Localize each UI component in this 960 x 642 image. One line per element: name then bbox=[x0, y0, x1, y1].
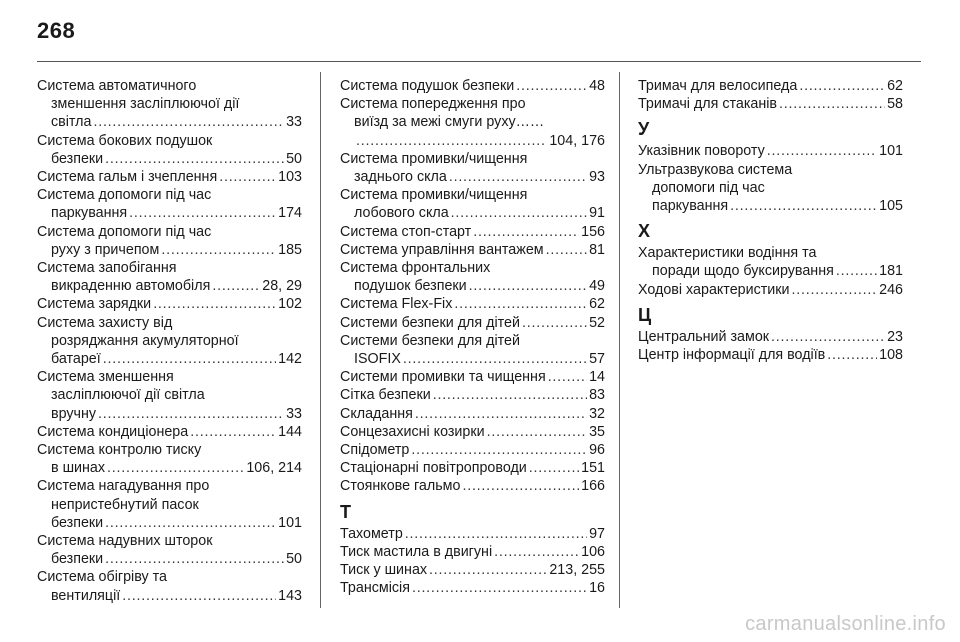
index-entry-text: безпеки bbox=[51, 150, 104, 167]
index-page-ref: 103 bbox=[278, 169, 302, 186]
index-page-ref: 62 bbox=[589, 296, 605, 313]
index-page-ref: 57 bbox=[589, 351, 605, 368]
index-column-2 bbox=[340, 77, 605, 597]
index-entry-text: Система фронтальних bbox=[340, 260, 491, 277]
index-entry-text: Система Flex-Fix bbox=[340, 296, 453, 313]
index-entry-text: Система кондиціонера bbox=[37, 423, 189, 440]
index-page-ref: 144 bbox=[278, 423, 302, 440]
dot-leader bbox=[730, 197, 877, 215]
index-page-ref: 142 bbox=[278, 351, 302, 368]
index-entry-text: батареї bbox=[51, 351, 101, 368]
dot-leader bbox=[827, 346, 877, 364]
page-number: 268 bbox=[37, 18, 76, 43]
index-entry-text: лобового скла bbox=[354, 205, 449, 222]
index-page-ref: 93 bbox=[589, 169, 605, 186]
index-entry-text: Спідометр bbox=[340, 442, 410, 459]
dot-leader bbox=[403, 350, 587, 368]
dot-leader bbox=[473, 223, 579, 241]
index-page-ref: 16 bbox=[589, 580, 605, 597]
index-entry-text: Тиск у шинах bbox=[340, 562, 428, 579]
dot-leader bbox=[469, 277, 587, 295]
index-entry-text: Сонцезахисні козирки bbox=[340, 423, 485, 440]
index-entry bbox=[638, 142, 903, 160]
index-entry-text: Системи безпеки для дітей bbox=[340, 332, 520, 349]
dot-leader bbox=[212, 277, 260, 295]
index-entry-text: допомоги під час bbox=[652, 179, 765, 196]
index-page-ref: 108 bbox=[879, 347, 903, 364]
index-entry bbox=[37, 295, 302, 313]
index-entry-text: світла bbox=[51, 114, 92, 131]
index-letter-heading: Х bbox=[638, 221, 651, 242]
index-entry bbox=[37, 477, 302, 532]
dot-leader bbox=[779, 95, 885, 113]
index-entry-text: Указівник повороту bbox=[638, 143, 765, 160]
dot-leader bbox=[487, 423, 587, 441]
dot-leader bbox=[412, 579, 587, 597]
index-letter-heading: У bbox=[638, 119, 650, 140]
index-entry-text: ISOFIX bbox=[354, 351, 401, 368]
index-entry-text: Система бокових подушок bbox=[37, 132, 213, 149]
index-entry bbox=[340, 441, 605, 459]
index-entry bbox=[340, 368, 605, 386]
index-entry bbox=[340, 241, 605, 259]
dot-leader bbox=[105, 150, 284, 168]
dot-leader bbox=[161, 241, 276, 259]
dot-leader bbox=[792, 281, 878, 299]
index-entry bbox=[340, 259, 605, 295]
index-entry-text: Система попередження про bbox=[340, 96, 526, 113]
index-entry bbox=[638, 161, 903, 216]
index-entry-text: Стоянкове гальмо bbox=[340, 478, 461, 495]
index-entry bbox=[340, 423, 605, 441]
dot-leader bbox=[105, 550, 284, 568]
index-entry-text: Система гальм і зчеплення bbox=[37, 169, 218, 186]
index-entry bbox=[340, 150, 605, 186]
dot-leader bbox=[451, 204, 587, 222]
index-entry bbox=[638, 244, 903, 280]
index-entry-text: паркування bbox=[652, 198, 729, 215]
index-entry-text: Система промивки/чищення bbox=[340, 150, 528, 167]
index-entry-text: Центр інформації для водіїв bbox=[638, 347, 826, 364]
index-entry bbox=[37, 77, 302, 132]
index-page-ref: 143 bbox=[278, 587, 302, 604]
index-entry-text: Система подушок безпеки bbox=[340, 78, 515, 94]
index-page-ref: 32 bbox=[589, 405, 605, 422]
index-page-ref: 35 bbox=[589, 423, 605, 440]
index-entry-text: Системи безпеки для дітей bbox=[340, 314, 520, 331]
index-entry bbox=[340, 386, 605, 404]
watermark: carmanualsonline.info bbox=[745, 613, 946, 635]
index-entry-text: зменшення засліплюючої дії bbox=[51, 96, 240, 113]
dot-leader bbox=[122, 587, 276, 605]
index-entry bbox=[37, 568, 302, 604]
index-page-ref: 97 bbox=[589, 525, 605, 542]
dot-leader bbox=[516, 77, 587, 95]
index-entry bbox=[37, 168, 302, 186]
index-entry-text: Система управління вантажем bbox=[340, 241, 544, 258]
index-column-3 bbox=[638, 77, 903, 364]
dot-leader bbox=[799, 77, 885, 95]
dot-leader bbox=[219, 168, 276, 186]
dot-leader bbox=[190, 423, 276, 441]
index-entry bbox=[37, 532, 302, 568]
dot-leader bbox=[494, 543, 579, 561]
dot-leader bbox=[462, 477, 579, 495]
index-entry bbox=[37, 132, 302, 168]
index-entry-text: Характеристики водіння та bbox=[638, 245, 817, 262]
index-page-ref: 246 bbox=[879, 281, 903, 298]
index-entry bbox=[340, 405, 605, 423]
index-entry bbox=[340, 579, 605, 597]
index-entry bbox=[37, 186, 302, 222]
index-page-ref: 156 bbox=[581, 223, 605, 240]
index-page-ref: 151 bbox=[581, 460, 605, 477]
index-entry-text: Система запобігання bbox=[37, 260, 177, 277]
index-page-ref: 101 bbox=[278, 514, 302, 531]
dot-leader bbox=[411, 441, 587, 459]
index-entry bbox=[340, 525, 605, 543]
index-page-ref: 181 bbox=[879, 263, 903, 280]
index-entry-text: непристебнутий пасок bbox=[51, 496, 199, 513]
index-entry-text: Система стоп-старт bbox=[340, 223, 472, 240]
index-letter-heading: Т bbox=[340, 501, 351, 522]
index-page-ref: 28, 29 bbox=[262, 278, 302, 295]
index-entry-text: Система допомоги під час bbox=[37, 223, 212, 240]
index-entry-text: Система зменшення bbox=[37, 369, 174, 386]
dot-leader bbox=[522, 314, 587, 332]
index-page-ref: 81 bbox=[589, 241, 605, 258]
dot-leader bbox=[93, 113, 284, 131]
index-entry bbox=[638, 77, 903, 95]
index-entry-text: Сітка безпеки bbox=[340, 387, 431, 404]
index-page-ref: 52 bbox=[589, 314, 605, 331]
index-letter-heading: Ц bbox=[638, 304, 652, 325]
index-page-ref: 185 bbox=[278, 241, 302, 258]
index-entry bbox=[340, 95, 605, 150]
dot-leader bbox=[767, 142, 877, 160]
index-entry bbox=[340, 477, 605, 495]
index-entry-text: Центральний замок bbox=[638, 328, 770, 345]
dot-leader bbox=[107, 459, 244, 477]
index-entry-text: поради щодо буксирування bbox=[652, 263, 834, 280]
dot-leader bbox=[433, 386, 587, 404]
column-divider-1 bbox=[320, 72, 321, 608]
index-page-ref: 102 bbox=[278, 296, 302, 313]
index-page-ref: 14 bbox=[589, 369, 605, 386]
index-entry-text: Система контролю тиску bbox=[37, 442, 202, 459]
index-entry bbox=[37, 368, 302, 423]
dot-leader bbox=[449, 168, 587, 186]
index-entry bbox=[638, 281, 903, 299]
index-page-ref: 83 bbox=[589, 387, 605, 404]
index-entry-text: Система автоматичного bbox=[37, 78, 197, 94]
index-entry-text: Система надувних шторок bbox=[37, 533, 213, 550]
index-page-ref: 50 bbox=[286, 551, 302, 568]
index-entry bbox=[340, 77, 605, 95]
dot-leader bbox=[129, 204, 276, 222]
index-entry-text: Система захисту від bbox=[37, 314, 173, 331]
index-page-ref: 174 bbox=[278, 205, 302, 222]
dot-leader bbox=[771, 328, 885, 346]
index-entry-text: Система допомоги під час bbox=[37, 187, 212, 204]
index-entry bbox=[340, 186, 605, 222]
dot-leader bbox=[548, 368, 587, 386]
index-entry-text: Система зарядки bbox=[37, 296, 152, 313]
index-entry-text: Трансмісія bbox=[340, 580, 410, 597]
index-page-ref: 166 bbox=[581, 478, 605, 495]
dot-leader bbox=[98, 405, 284, 423]
index-entry bbox=[340, 332, 605, 368]
index-entry bbox=[37, 259, 302, 295]
index-page-ref: 49 bbox=[589, 278, 605, 295]
index-entry-text: Тримач для велосипеда bbox=[638, 78, 798, 94]
index-entry-text: Система нагадування про bbox=[37, 478, 210, 495]
index-page-ref: 91 bbox=[589, 205, 605, 222]
index-entry bbox=[638, 95, 903, 113]
index-entry-text: заднього скла bbox=[354, 169, 447, 186]
index-entry bbox=[37, 423, 302, 441]
index-entry-text: безпеки bbox=[51, 551, 104, 568]
dot-leader bbox=[454, 295, 587, 313]
index-entry-text: Тиск мастила в двигуні bbox=[340, 543, 493, 560]
index-entry-text: Стаціонарні повітропроводи bbox=[340, 460, 527, 477]
dot-leader bbox=[356, 132, 547, 150]
index-page-ref: 96 bbox=[589, 442, 605, 459]
index-entry bbox=[37, 314, 302, 369]
index-entry bbox=[340, 543, 605, 561]
dot-leader bbox=[429, 561, 547, 579]
index-entry bbox=[340, 223, 605, 241]
index-entry-text: руху з причепом bbox=[51, 241, 160, 258]
index-column-1 bbox=[37, 77, 302, 605]
index-page-ref: 213, 255 bbox=[549, 562, 605, 579]
index-page-ref: 105 bbox=[879, 198, 903, 215]
index-page-ref: 50 bbox=[286, 150, 302, 167]
index-entry bbox=[340, 314, 605, 332]
dot-leader bbox=[103, 350, 276, 368]
index-entry-text: Система обігріву та bbox=[37, 569, 167, 586]
index-entry-text: безпеки bbox=[51, 514, 104, 531]
index-page-ref: 104, 176 bbox=[549, 132, 605, 149]
index-entry-text: викраденню автомобіля bbox=[51, 278, 211, 295]
index-page-ref: 33 bbox=[286, 405, 302, 422]
index-page-ref: 106, 214 bbox=[246, 460, 302, 477]
dot-leader bbox=[415, 405, 587, 423]
index-entry-text: вручну bbox=[51, 405, 97, 422]
index-entry bbox=[340, 295, 605, 313]
index-page-ref: 23 bbox=[887, 328, 903, 345]
index-entry bbox=[638, 328, 903, 346]
index-entry bbox=[37, 441, 302, 477]
index-page-ref: 58 bbox=[887, 96, 903, 113]
index-page-ref: 33 bbox=[286, 114, 302, 131]
index-page-ref: 48 bbox=[589, 78, 605, 94]
dot-leader bbox=[153, 295, 276, 313]
index-entry-text: розряджання акумуляторної bbox=[51, 332, 239, 349]
index-entry-text: Ходові характеристики bbox=[638, 281, 790, 298]
index-entry-text: в шинах bbox=[51, 460, 106, 477]
index-entry-text: Система промивки/чищення bbox=[340, 187, 528, 204]
index-entry-text: Системи промивки та чищення bbox=[340, 369, 546, 386]
index-entry bbox=[340, 561, 605, 579]
index-entry-text: Ультразвукова система bbox=[638, 161, 793, 178]
index-entry-text: вентиляції bbox=[51, 587, 121, 604]
index-page-ref: 101 bbox=[879, 143, 903, 160]
dot-leader bbox=[529, 459, 579, 477]
dot-leader bbox=[405, 525, 587, 543]
index-entry-text: виїзд за межі смуги руху…… bbox=[354, 114, 545, 131]
index-page-ref: 62 bbox=[887, 78, 903, 94]
index-entry-text: Тримачі для стаканів bbox=[638, 96, 778, 113]
index-entry-text: паркування bbox=[51, 205, 128, 222]
dot-leader bbox=[546, 241, 587, 259]
dot-leader bbox=[836, 262, 877, 280]
index-entry-text: засліплюючої дії світла bbox=[51, 387, 205, 404]
index-page-ref: 106 bbox=[581, 543, 605, 560]
header-rule bbox=[37, 61, 921, 62]
index-entry bbox=[340, 459, 605, 477]
index-entry-text: подушок безпеки bbox=[354, 278, 467, 295]
index-entry-text: Складання bbox=[340, 405, 413, 422]
index-entry-text: Тахометр bbox=[340, 525, 403, 542]
index-entry bbox=[638, 346, 903, 364]
index-entry bbox=[37, 223, 302, 259]
dot-leader bbox=[105, 514, 276, 532]
column-divider-2 bbox=[619, 72, 620, 608]
